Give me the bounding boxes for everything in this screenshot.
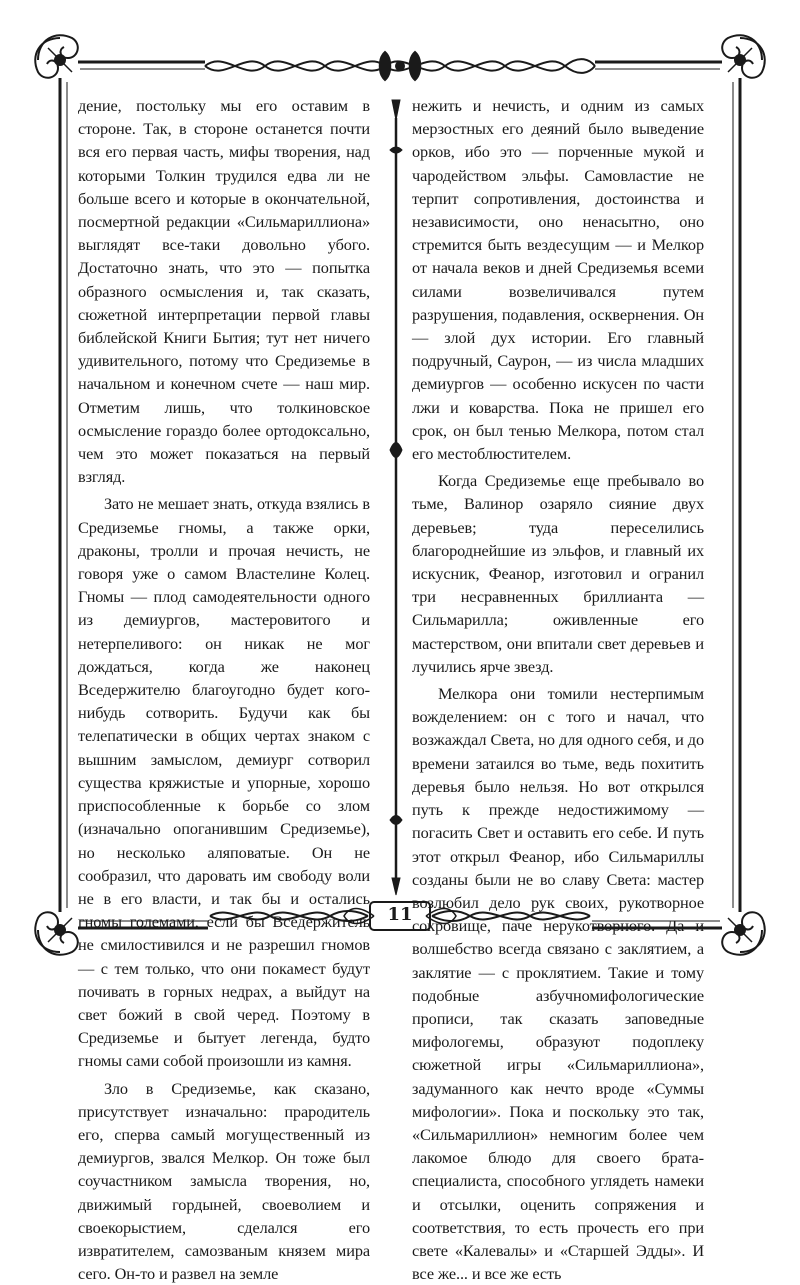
left-text-column	[78, 94, 370, 1285]
corner-ornament-bottom-right	[722, 912, 765, 955]
corner-ornament-top-left	[35, 35, 78, 78]
column-divider-ornament	[390, 100, 402, 895]
top-knotwork-ornament	[205, 52, 595, 80]
corner-ornament-bottom-left	[35, 912, 78, 955]
paragraph: Мелкора они томили нестерпимым вожделением: он с того и начал, что возжаждал Света, но для одного себя, и до времени затаился во тьме, ведь похитить деревья было нельзя. Но вот открылся путь к прежде недостижимому — погасить Свет и оставить его себе. И путь этот открыл Феанор, ибо Сильмариллы созданы были не во славу Света: мастер возлюбил дело рук своих, рукотворное сокровище, паче нерукотворного. Да и волшебство всегда связано с заклятием, а заклятие — с проклятием. Такие и тому подобные азбучномифологические прописи, так сказать заповедные мифологемы, образуют подоплеку сюжетной игры «Сильмариллиона», задуманного как нечто вроде «Суммы мифологии». Пока и поскольку это так, «Сильмариллион» немногим более чем лакомое блюдо для своего брата-специалиста, способного углядеть намеки и отсылки, оценить сопряжения и соответствия, то есть прочесть его при свете «Калевалы» и «Старшей Эдды». И все же... и все же есть	[412, 684, 704, 1284]
paragraph: Зато не мешает знать, откуда взялись в Средиземье гномы, а также орки, драконы, тролли и прочая нечисть, не говоря уже о самом Властелине Колец. Гномы — плод самодеятельности одного из демиургов, мастеровитого и нетерпеливого: он никак не мог дождаться, когда же наконец Вседержителю благоугодно будет кого-нибудь сотворить. Будучи как бы телепатически в общих чертах знаком с вышним замыслом, демиург сотворил существа кряжистые и упорные, хорошо приспособленные к борьбе со злом (изначально опоганившим Средиземье), но несколько аляповатые. Он не сообразил, что даровать им свободу воли не в его власти, и так бы и остались гномы големами, если бы Вседержитель не смилостивился и не разрешил гномов — с тем только, что они покамест будут почивать в горных недрах, а выйдут на свет божий в свой черед. Поэтому в Средиземье и бытует легенда, будто гномы сами собой произошли из камня.	[78, 494, 370, 1071]
paragraph: нежить и нечисть, и одним из самых мерзостных его деяний было выведение орков, ибо это — порченные мукой и чародейством эльфы. Самовластие не терпит сопротивления, достоинства и независимости, оно ненасытно, оно стремится быть вездесущим — и Мелкор от начала веков и дней Средиземья всеми силами возвеличивался путем разрушения, подавления, осквернения. Он — злой дух истории. Его главный подручный, Саурон, — из числа младших демиургов — особенно искусен по части лжи и коварства. Пока не пришел его срок, он был тенью Мелкора, потом стал его местоблюстителем.	[412, 96, 704, 464]
paragraph: Зло в Средиземье, как сказано, присутствует изначально: прародитель его, сперва самый могущественный из демиургов, звался Мелкор. Он тоже был соучастником замысла творения, но, движимый гордыней, своеволием и своекорыстием, сделался его извратителем, самозваным князем мира сего. Он-то и развел на земле	[78, 1078, 370, 1284]
right-text-column	[412, 94, 704, 1285]
page-number: 11	[387, 904, 413, 925]
paragraph: Когда Средиземье еще пребывало во тьме, Валинор озаряло сияние двух деревьев; туда переселились благороднейшие из эльфов, и главный их искусник, Феанор, изготовил и огранил три несравненных бриллианта — Сильмарилла; оживленные его мастерством, они впитали свет деревьев и лучились ярче звезд.	[412, 471, 704, 676]
corner-ornament-top-right	[722, 35, 765, 78]
paragraph: дение, постольку мы его оставим в стороне. Так, в стороне останется почти вся его первая часть, мифы творения, над которыми Толкин трудился едва ли не больше всего и которые в окончательной, посмертной редакции «Сильмариллиона» выглядят все-таки довольно убого. Достаточно знать, что это — попытка образного осмысления и, так сказать, сюжетной интерпретации первой главы библейской Книги Бытия; тут нет ничего удивительного, потому что Средиземье в начальном и конечном счете — наш мир. Отметим лишь, что толкиновское осмысление гораздо более ортодоксально, чем это может показаться на первый взгляд.	[78, 96, 370, 487]
